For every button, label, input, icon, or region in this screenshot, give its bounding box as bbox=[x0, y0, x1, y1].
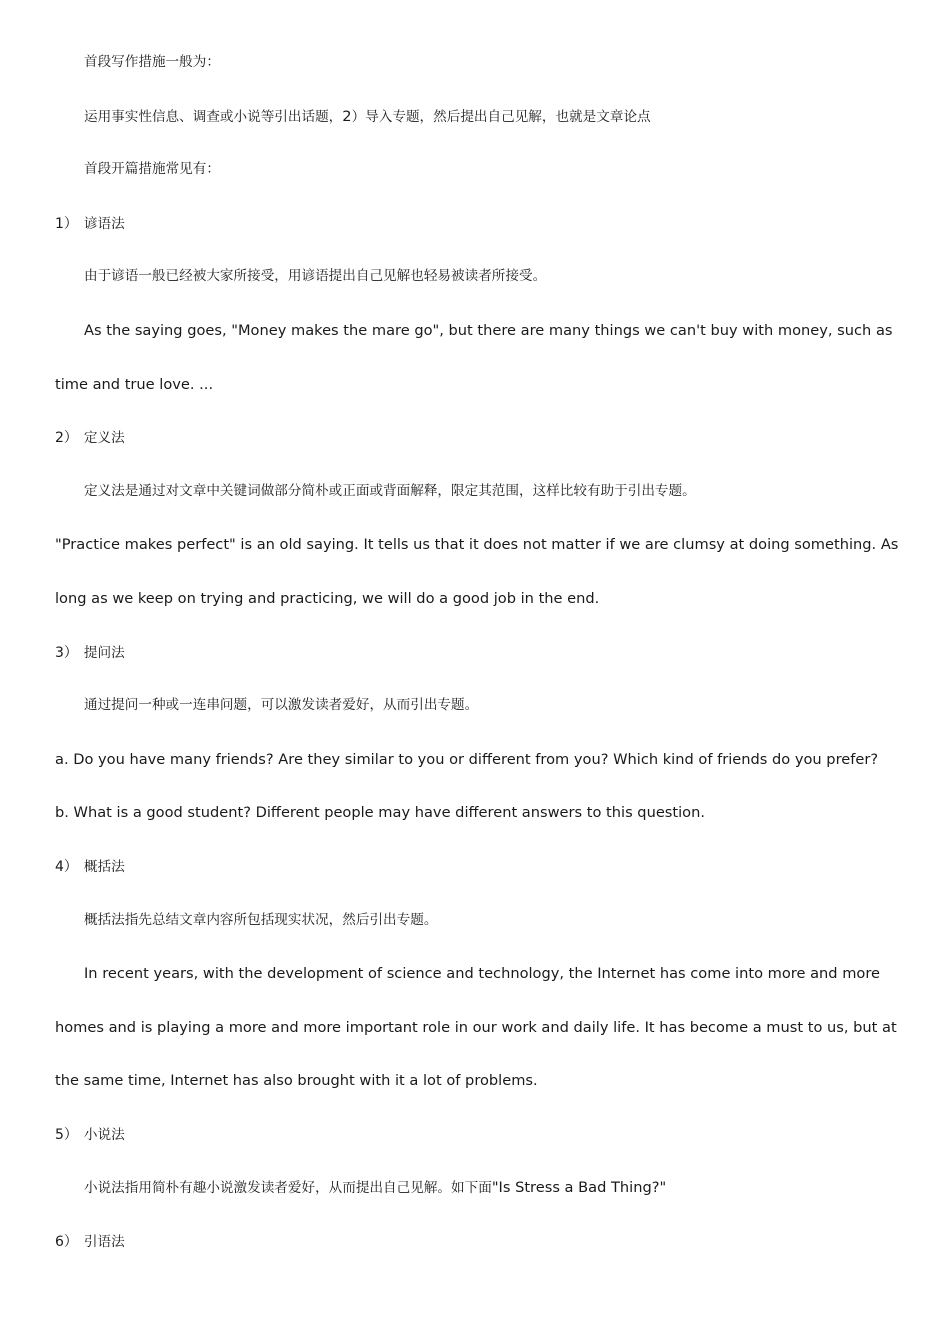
example-line: long as we keep on trying and practicing, we will do a good job in the end. bbox=[55, 589, 600, 607]
intro-line-2-part-c: ）导入专题，然后提出自己见解，也就是文章论点 bbox=[351, 108, 651, 125]
section-heading-6 bbox=[55, 1215, 895, 1269]
example-line: a. Do you have many friends? Are they similar to you or different from you? Which kind of friends do you prefer? bbox=[55, 750, 879, 768]
section-title: 引语法 bbox=[83, 1234, 125, 1251]
example-line: homes and is playing a more and more important role in our work and daily life. It has become a must to us, but at bbox=[55, 1018, 897, 1036]
section-heading-4 bbox=[55, 840, 895, 894]
section-number: 5） bbox=[55, 1126, 78, 1143]
section-description: 通过提问一种或一连串问题，可以激发读者爱好，从而引出专题。 bbox=[84, 697, 479, 714]
section-number: 1） bbox=[55, 215, 78, 232]
section-number: 2） bbox=[55, 430, 78, 447]
section-number: 6） bbox=[55, 1234, 78, 1251]
intro-line-2-part-b: 2 bbox=[342, 107, 352, 125]
example-line: In recent years, with the development of science and technology, the Internet has come into more and more bbox=[84, 965, 880, 983]
document-page bbox=[55, 36, 899, 1269]
intro-line-2 bbox=[55, 90, 895, 144]
example-line: "Practice makes perfect" is an old saying. It tells us that it does not matter if we are clumsy at doing something. As bbox=[55, 536, 899, 554]
section-heading-2 bbox=[55, 411, 895, 465]
section-title: 概括法 bbox=[83, 858, 125, 875]
section-heading-1 bbox=[55, 197, 895, 251]
section-title: 定义法 bbox=[83, 430, 125, 447]
section-description-part-b: "Is Stress a Bad Thing?" bbox=[491, 1179, 667, 1197]
section-title: 谚语法 bbox=[83, 215, 125, 232]
section-description bbox=[55, 1161, 895, 1215]
example-line: As the saying goes, "Money makes the mare go", but there are many things we can't buy with money, such as bbox=[84, 321, 893, 339]
section-title: 提问法 bbox=[83, 644, 125, 661]
intro-line-1: 首段写作措施一般为： bbox=[84, 54, 220, 70]
section-heading-5 bbox=[55, 1108, 895, 1162]
section-description-part-a: 小说法指用简朴有趣小说激发读者爱好，从而提出自己见解。如下面 bbox=[84, 1180, 492, 1197]
intro-line-3: 首段开篇措施常见有： bbox=[84, 161, 220, 178]
example-line: the same time, Internet has also brought with it a lot of problems. bbox=[55, 1072, 538, 1090]
section-number: 4） bbox=[55, 858, 78, 875]
section-number: 3） bbox=[55, 644, 78, 661]
intro-line-2-part-a: 运用事实性信息、调查或小说等引出话题， bbox=[84, 108, 343, 125]
section-description: 概括法指先总结文章内容所包括现实状况，然后引出专题。 bbox=[84, 911, 438, 928]
section-heading-3 bbox=[55, 626, 895, 680]
example-line: time and true love. ... bbox=[55, 375, 214, 393]
section-title: 小说法 bbox=[83, 1126, 125, 1143]
section-description: 由于谚语一般已经被大家所接受，用谚语提出自己见解也轻易被读者所接受。 bbox=[84, 268, 547, 285]
example-line: b. What is a good student? Different people may have different answers to this question. bbox=[55, 804, 705, 822]
section-description: 定义法是通过对文章中关键词做部分简朴或正面或背面解释，限定其范围，这样比较有助于引出专题。 bbox=[84, 482, 696, 499]
